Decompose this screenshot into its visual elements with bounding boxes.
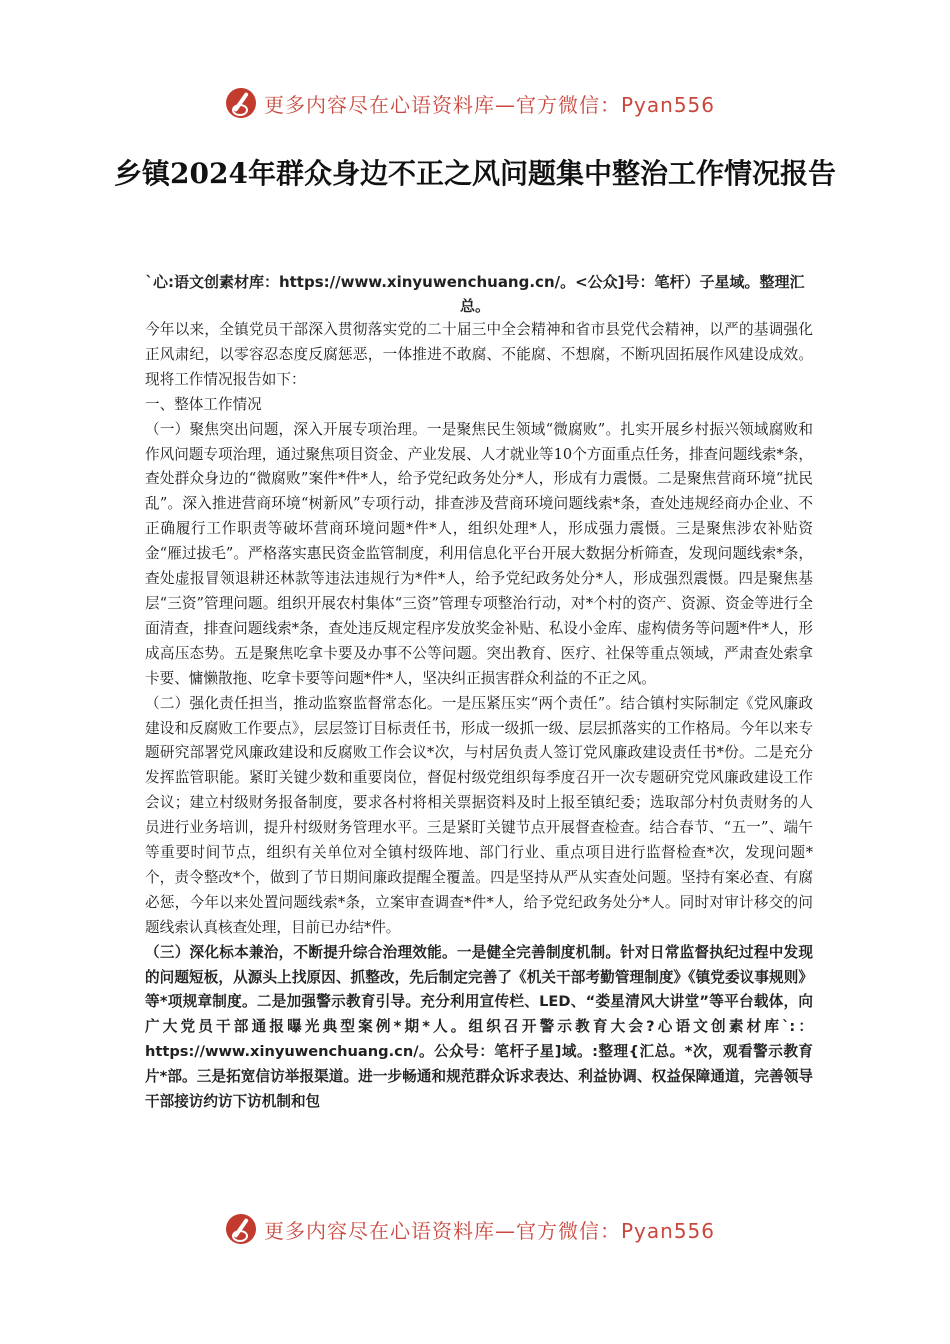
pen-logo-icon	[226, 1214, 256, 1244]
pen-logo-icon	[226, 88, 256, 118]
watermark-banner-top	[226, 86, 715, 120]
watermark-banner-bottom	[226, 1212, 715, 1246]
document-body	[145, 318, 813, 1115]
paragraph-section-1: （一）聚焦突出问题，深入开展专项治理。一是聚焦民生领域“微腐败”。扎实开展乡村振兴领域腐败和作风问题专项治理，通过聚焦项目资金、产业发展、人才就业等10个方面重点任务，排查问题线索*条，查处群众身边的“微腐败”案件*件*人，给予党纪政务处分*人，形成有力震慑。二是聚焦营商环境“扰民乱”。深入推进营商环境“树新风”专项行动，排查涉及营商环境问题线索*条，查处违规经商办企业、不正确履行工作职责等破坏营商环境问题*件*人，组织处理*人，形成强力震慑。三是聚焦涉农补贴资金“雁过拔毛”。严格落实惠民资金监管制度，利用信息化平台开展大数据分析筛查，发现问题线索*条，查处虚报冒领退耕还林款等违法违规行为*件*人，给予党纪政务处分*人，形成强烈震慑。四是聚焦基层“三资”管理问题。组织开展农村集体“三资”管理专项整治行动，对*个村的资产、资源、资金等进行全面清查，排查问题线索*条，查处违反规定程序发放奖金补贴、私设小金库、虚构债务等问题*件*人，形成高压态势。五是聚焦吃拿卡要及办事不公等问题。突出教育、医疗、社保等重点领域，严肃查处索拿卡要、慵懒散拖、吃拿卡要等问题*件*人，坚决纠正损害群众利益的不正之风。	[145, 420, 813, 687]
paragraph-section-3: （三）深化标本兼治，不断提升综合治理效能。一是健全完善制度机制。针对日常监督执纪过程中发现的问题短板，从源头上找原因、抓整改，先后制定完善了《机关干部考勤管理制度》《镇党委议事规则》等*项规章制度。二是加强警示教育引导。充分利用宣传栏、LED、“娄星清风大讲堂”等平台载体，向广大党员干部通报曝光典型案例*期*人。组织召开警示教育大会?心语文创素材库`:：https://www.xinyuwenchuang.cn/。公众号：笔杆子星]域。:整理{汇总。*次，观看警示教育片*部。三是拓宽信访举报渠道。进一步畅通和规范群众诉求表达、利益协调、权益保障通道，完善领导干部接访约访下访机制和包	[145, 943, 813, 1111]
paragraph-intro: 今年以来，全镇党员干部深入贯彻落实党的二十届三中全会精神和省市县党代会精神，以严的基调强化正风肃纪，以零容忍态度反腐惩恶，一体推进不敢腐、不能腐、不想腐，不断巩固拓展作风建设成效。现将工作情况报告如下：	[145, 321, 813, 388]
watermark-text: 更多内容尽在心语资料库—官方微信：Pyan556	[264, 92, 716, 117]
section-heading: 一、整体工作情况	[145, 395, 262, 413]
source-credit: `心:语文创素材库：https://www.xinyuwenchuang.cn/。<公众]号：笔杆）子星域。整理汇总。	[145, 273, 805, 315]
document-title: 乡镇2024年群众身边不正之风问题集中整治工作情况报告	[114, 157, 836, 190]
paragraph-section-2: （二）强化责任担当，推动监察监督常态化。一是压紧压实“两个责任”。结合镇村实际制定《党风廉政建设和反腐败工作要点》，层层签订目标责任书，形成一级抓一级、层层抓落实的工作格局。今年以来专题研究部署党风廉政建设和反腐败工作会议*次，与村居负责人签订党风廉政建设责任书*份。二是充分发挥监管职能。紧盯关键少数和重要岗位，督促村级党组织每季度召开一次专题研究党风廉政建设工作会议；建立村级财务报备制度，要求各村将相关票据资料及时上报至镇纪委；选取部分村负责财务的人员进行业务培训，提升村级财务管理水平。三是紧盯关键节点开展督查检查。结合春节、“五一”、端午等重要时间节点，组织有关单位对全镇村级阵地、部门行业、重点项目进行监督检查*次，发现问题*个，责令整改*个，做到了节日期间廉政提醒全覆盖。四是坚持从严从实查处问题。坚持有案必查、有腐必惩，今年以来处置问题线索*条，立案审查调查*件*人，给予党纪政务处分*人。同时对审计移交的问题线索认真核查处理，目前已办结*件。	[145, 694, 813, 936]
watermark-text: 更多内容尽在心语资料库—官方微信：Pyan556	[264, 1218, 716, 1243]
